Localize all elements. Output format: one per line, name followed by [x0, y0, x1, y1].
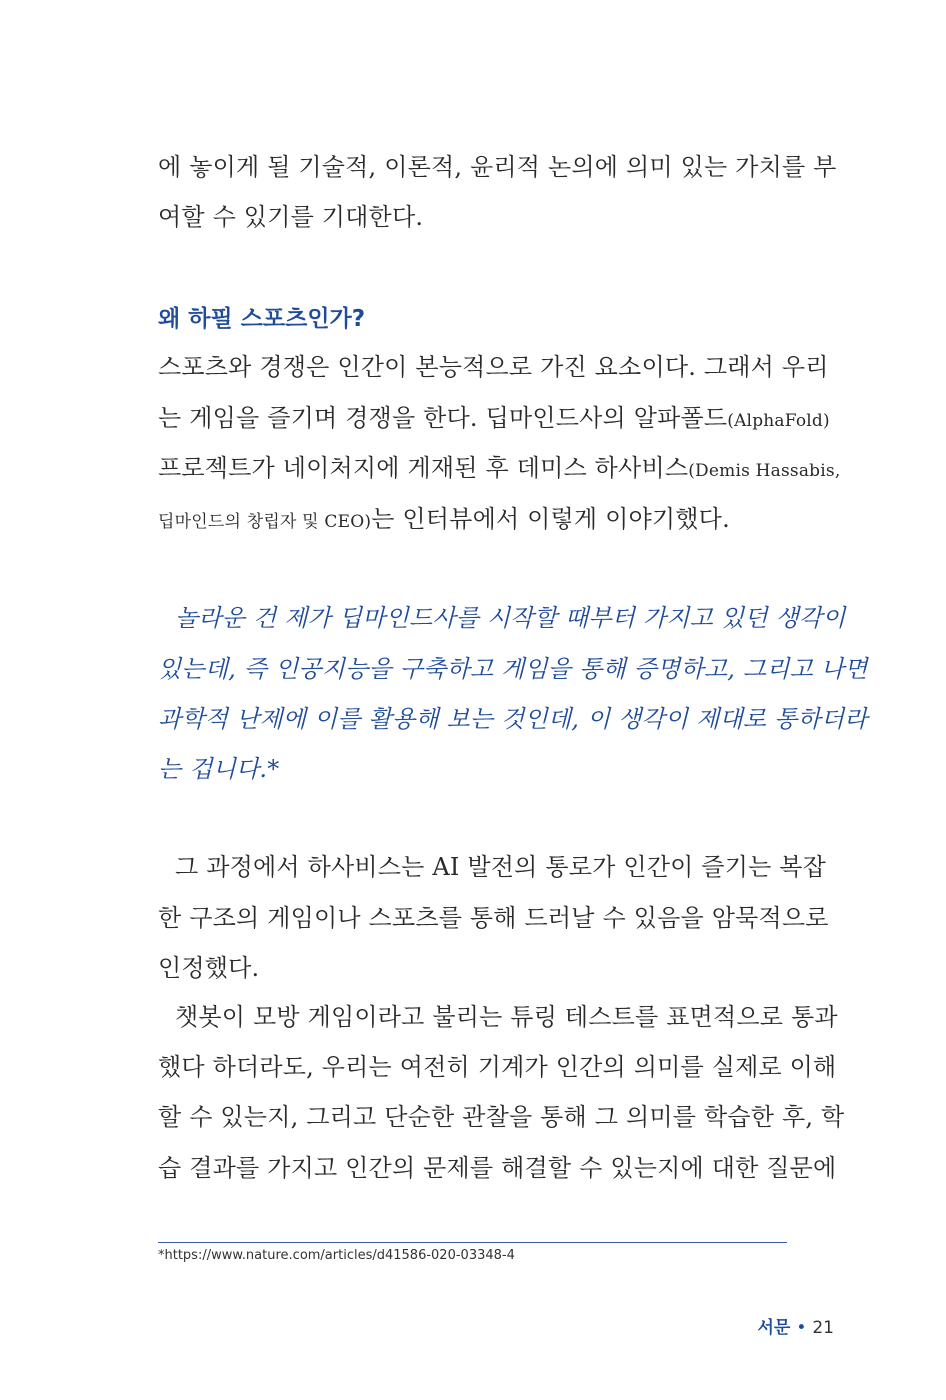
body-line: 했다 하더라도, 우리는 여전히 기계가 인간의 의미를 실제로 이해 [158, 1053, 837, 1081]
folio-separator: • [796, 1318, 807, 1338]
body-text: 는 게임을 즐기며 경쟁을 한다. 딥마인드사의 알파폴드 [158, 404, 728, 432]
body-line: 인정했다. [158, 954, 260, 982]
english-gloss: (Demis Hassabis, [688, 461, 841, 481]
body-line [158, 504, 792, 537]
section-heading: 왜 하필 스포츠인가? [158, 306, 366, 332]
page-number: 21 [812, 1318, 834, 1338]
page-folio [757, 1313, 834, 1338]
body-line: 그 과정에서 하사비스는 AI 발전의 통로가 인간이 즐기는 복잡 [175, 853, 827, 881]
quote-line: 놀라운 건 제가 딥마인드사를 시작할 때부터 가지고 있던 생각이 [175, 604, 846, 632]
quote-line: 는 겁니다.* [158, 755, 280, 783]
footnote: *https://www.nature.com/articles/d41586-020-03348-4 [158, 1248, 515, 1263]
body-line: 에 놓이게 될 기술적, 이론적, 윤리적 논의에 의미 있는 가치를 부 [158, 153, 837, 181]
aside-text: 딥마인드의 창립자 및 CEO) [158, 512, 372, 532]
body-line: 여할 수 있기를 기대한다. [158, 203, 424, 231]
body-line: 습 결과를 가지고 인간의 문제를 해결할 수 있는지에 대한 질문에 [158, 1154, 837, 1182]
footnote-divider [158, 1242, 787, 1243]
section-name: 서문 [757, 1318, 791, 1338]
body-text: 프로젝트가 네이처지에 게재된 후 데미스 하사비스 [158, 454, 689, 482]
quote-line: 과학적 난제에 이를 활용해 보는 것인데, 이 생각이 제대로 통하더라 [158, 705, 868, 733]
body-line: 할 수 있는지, 그리고 단순한 관찰을 통해 그 의미를 학습한 후, 학 [158, 1103, 845, 1131]
body-line: 챗봇이 모방 게임이라고 불리는 튜링 테스트를 표면적으로 통과 [175, 1003, 838, 1031]
body-line: 스포츠와 경쟁은 인간이 본능적으로 가진 요소이다. 그래서 우리 [158, 353, 829, 381]
english-gloss: (AlphaFold) [727, 411, 830, 431]
body-line: 한 구조의 게임이나 스포츠를 통해 드러날 수 있음을 암묵적으로 [158, 904, 829, 932]
quote-line: 있는데, 즉 인공지능을 구축하고 게임을 통해 증명하고, 그리고 나면 [158, 655, 868, 683]
body-line [158, 453, 841, 486]
body-line [158, 403, 830, 436]
body-text: 는 인터뷰에서 이렇게 이야기했다. [371, 505, 730, 533]
